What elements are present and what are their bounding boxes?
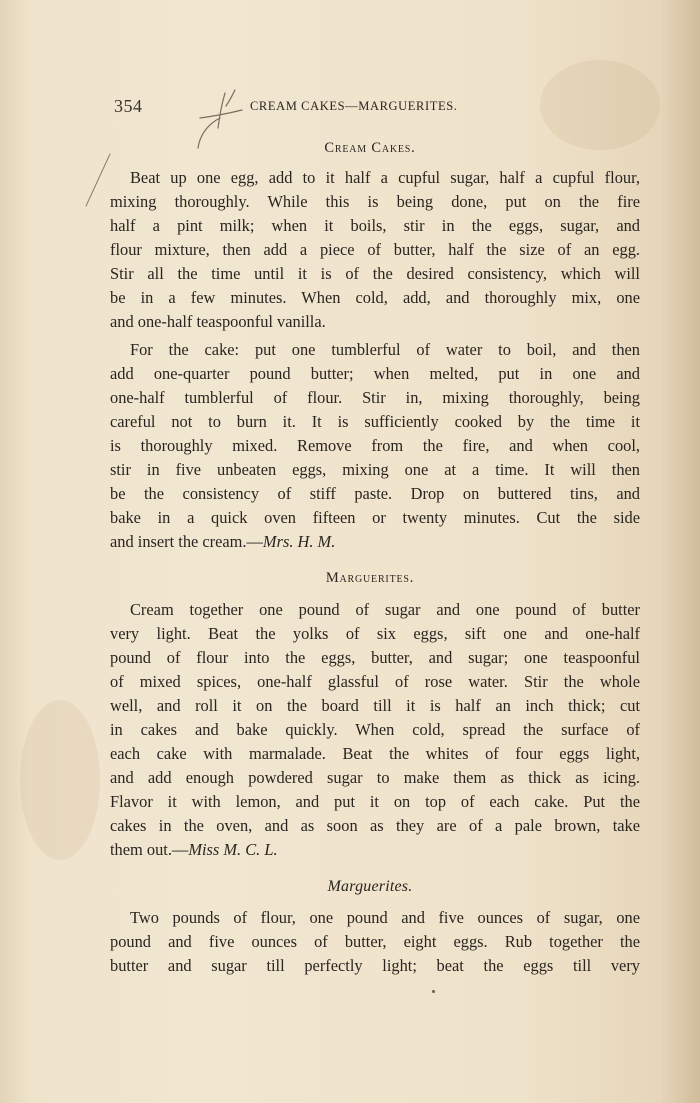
section-title-marguerites: Marguerites.	[325, 570, 415, 586]
text-line: and one-half teaspoonful vanilla.	[110, 312, 326, 331]
text-line: bake in a quick oven fifteen or twenty minutes. Cut the side	[110, 508, 640, 527]
text-line-with-signature	[110, 838, 640, 862]
text-line: be the consistency of stiff paste. Drop on buttered tins, and	[110, 484, 640, 503]
text-line: pound and five ounces of butter, eight eggs. Rub together the	[110, 932, 640, 951]
text-line: butter and sugar till perfectly light; beat the eggs till very	[110, 956, 640, 975]
text-line: mixing thoroughly. While this is being done, put on the fire	[110, 192, 640, 211]
text-line: Cream together one pound of sugar and one pound of butter	[130, 600, 640, 619]
paper-stain	[20, 700, 100, 860]
signature: Mrs. H. M.	[262, 532, 336, 551]
text-line: very light. Beat the yolks of six eggs, sift one and one-half	[110, 624, 640, 643]
section-title-cream-cakes: Cream Cakes.	[324, 140, 416, 156]
page-number: 354	[114, 96, 143, 116]
text-line: one-half tumblerful of flour. Stir in, mixing thoroughly, being	[110, 388, 640, 407]
text-line: them out.—	[110, 840, 189, 859]
page-header	[110, 96, 630, 122]
ink-speck	[432, 990, 435, 993]
text-line: Beat up one egg, add to it half a cupful sugar, half a cupful flour,	[130, 168, 640, 187]
text-line: be in a few minutes. When cold, add, and thoroughly mix, one	[110, 288, 640, 307]
text-line: add one-quarter pound butter; when melted, put in one and	[110, 364, 640, 383]
text-line: cakes in the oven, and as soon as they are of a pale brown, take	[110, 816, 640, 835]
signature: Miss M. C. L.	[188, 840, 278, 859]
text-line: Flavor it with lemon, and put it on top of each cake. Put the	[110, 792, 640, 811]
text-line: and insert the cream.—	[110, 532, 263, 551]
text-line: flour mixture, then add a piece of butter, half the size of an egg.	[110, 240, 640, 259]
text-line: half a pint milk; when it boils, stir in the eggs, sugar, and	[110, 216, 640, 235]
text-line: of mixed spices, one-half glassful of rose water. Stir the whole	[110, 672, 640, 691]
text-line: careful not to burn it. It is sufficiently cooked by the time it	[110, 412, 640, 431]
text-line: For the cake: put one tumblerful of water to boil, and then	[130, 340, 640, 359]
text-line: is thoroughly mixed. Remove from the fire, and when cool,	[110, 436, 640, 455]
text-line: well, and roll it on the board till it is half an inch thick; cut	[110, 696, 640, 715]
text-line: each cake with marmalade. Beat the whites of four eggs light,	[110, 744, 640, 763]
text-line: pound of flour into the eggs, butter, and sugar; one teaspoonful	[110, 648, 640, 667]
text-line-with-signature	[110, 530, 640, 554]
text-line: stir in five unbeaten eggs, mixing one at a time. It will then	[110, 460, 640, 479]
text-line: in cakes and bake quickly. When cold, spread the surface of	[110, 720, 640, 739]
text-line: and add enough powdered sugar to make them as thick as icing.	[110, 768, 640, 787]
page-edge-shadow	[660, 0, 700, 1103]
text-line: Stir all the time until it is of the desired consistency, which will	[110, 264, 640, 283]
running-head: CREAM CAKES—MARGUERITES.	[250, 99, 458, 113]
section-title-marguerites-alt: Marguerites.	[327, 878, 413, 895]
text-line: Two pounds of flour, one pound and five ounces of sugar, one	[130, 908, 640, 927]
